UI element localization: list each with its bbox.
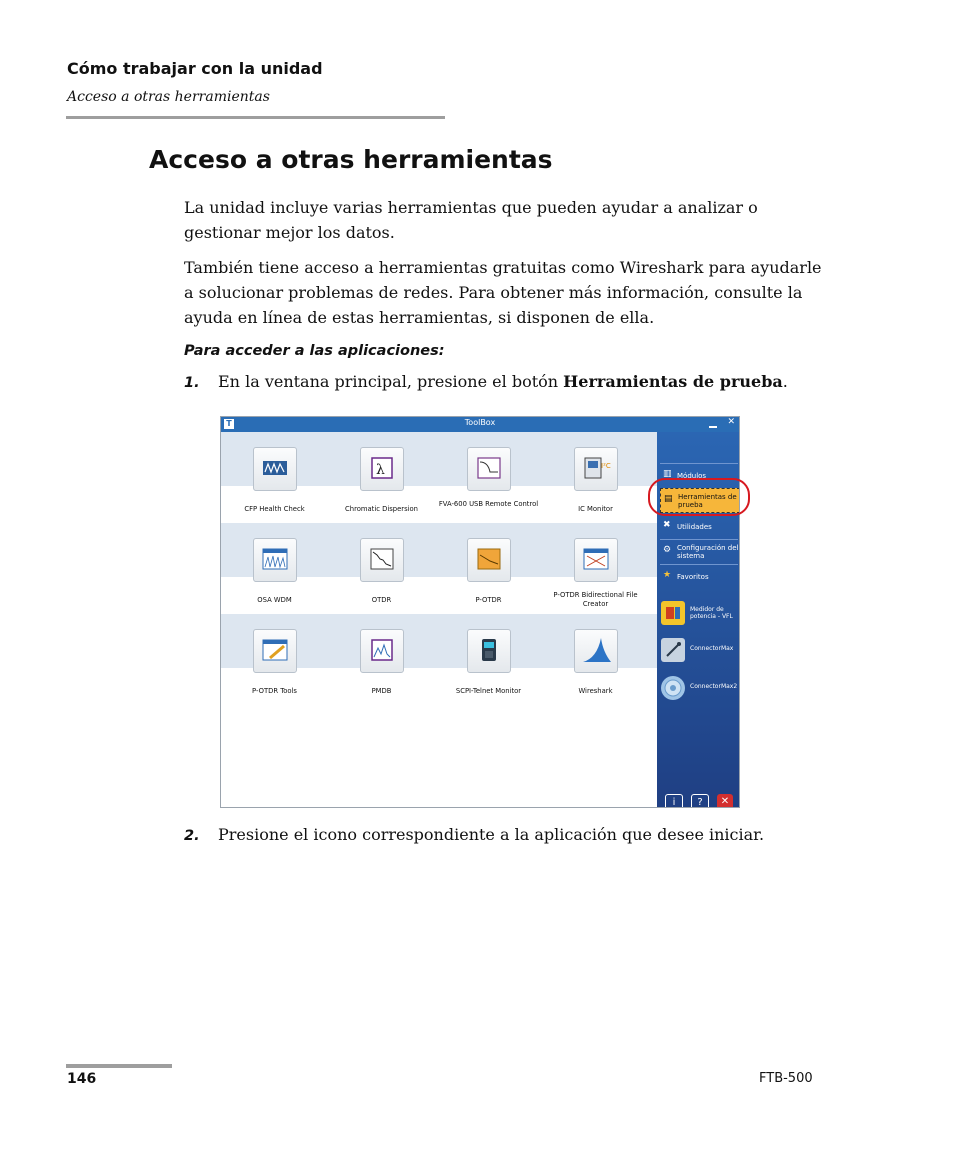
utilities-icon: ✖: [663, 520, 671, 530]
section-subtitle: Acceso a otras herramientas: [67, 89, 270, 105]
connectormax-icon: [661, 638, 685, 662]
window-title: ToolBox: [464, 418, 496, 427]
pmdb-icon: [360, 629, 404, 673]
sidebar-item-label: Favoritos: [677, 573, 709, 581]
cfp-icon: [253, 447, 297, 491]
info-icon[interactable]: i: [665, 794, 683, 808]
tile-label: OTDR: [371, 596, 392, 604]
lambda-icon: [360, 447, 404, 491]
modules-icon: ▥: [663, 469, 672, 479]
tile-label: SCPI-Telnet Monitor: [455, 687, 522, 695]
step-text: Presione el icono correspondiente a la aplicación que desee iniciar.: [218, 825, 765, 844]
window-titlebar: [221, 417, 739, 432]
tile-label: OSA WDM: [257, 596, 292, 604]
app-connectormax2[interactable]: [660, 673, 738, 705]
star-icon: ★: [663, 570, 672, 580]
wireshark-paragraph: También tiene acceso a herramientas gratuitas como Wireshark para ayudarle a solucionar problemas de redes. Para obtener más información, consulte la ayuda en línea de estas herramientas, si disponen de ella.: [184, 258, 822, 327]
page-number: 146: [67, 1071, 97, 1087]
sidebar-item-label: Utilidades: [677, 523, 712, 531]
page-title: Acceso a otras herramientas: [149, 145, 553, 174]
exit-icon[interactable]: ✕: [717, 794, 733, 808]
highlight-circle: [648, 478, 750, 516]
step-1: [184, 372, 788, 391]
svg-text:I²C: I²C: [601, 462, 611, 470]
potdr-bidir-icon: [574, 538, 618, 582]
chapter-title: Cómo trabajar con la unidad: [67, 59, 323, 78]
toolbox-screenshot: [220, 416, 740, 808]
fva-icon: [467, 447, 511, 491]
product-name: FTB-500: [759, 1071, 813, 1086]
tile-label: FVA-600 USB Remote Control: [438, 500, 539, 508]
ic-monitor-icon: [574, 447, 618, 491]
sidebar-item-utilities[interactable]: [660, 514, 738, 539]
step-bold-term: Herramientas de prueba: [563, 372, 783, 391]
tile-label: P-OTDR Bidirectional File Creator: [553, 591, 638, 608]
tile-label: CFP Health Check: [244, 505, 305, 513]
power-meter-icon: [661, 601, 685, 625]
step-number: 1.: [184, 375, 200, 391]
tile-label: Wireshark: [578, 687, 613, 695]
sidebar-item-label: Herramientas de prueba: [678, 493, 737, 509]
step-2: [184, 825, 765, 844]
app-label: ConnectorMax: [690, 645, 734, 652]
app-label: ConnectorMax2: [690, 683, 738, 690]
wireshark-fin-icon: [574, 629, 618, 673]
header-rule: [66, 116, 445, 119]
tile-label: Chromatic Dispersion: [345, 505, 418, 513]
tile-label: P-OTDR Tools: [252, 687, 297, 695]
app-power-meter[interactable]: [660, 598, 738, 630]
sidebar-item-favorites[interactable]: [660, 564, 738, 589]
otdr-icon: [360, 538, 404, 582]
intro-paragraph: La unidad incluye varias herramientas que pueden ayudar a analizar o gestionar mejor los datos.: [184, 198, 758, 242]
step-number: 2.: [184, 828, 200, 844]
procedure-title: Para acceder a las aplicaciones:: [184, 343, 445, 359]
gear-icon: ⚙: [663, 545, 672, 555]
tile-label: PMDB: [371, 687, 392, 695]
sidebar-item-label: Módulos: [677, 472, 707, 480]
osa-icon: [253, 538, 297, 582]
minimize-icon[interactable]: [709, 426, 717, 428]
footer-rule: [66, 1064, 172, 1068]
app-connectormax[interactable]: [660, 635, 738, 667]
svg-text:λ: λ: [376, 462, 385, 478]
close-icon[interactable]: ✕: [727, 417, 735, 427]
tile-label: P-OTDR: [475, 596, 502, 604]
test-tools-icon: ▤: [664, 494, 673, 504]
app-logo-icon: T: [224, 419, 234, 429]
potdr-icon: [467, 538, 511, 582]
potdr-tools-icon: [253, 629, 297, 673]
sidebar-item-label: Configuración del sistema: [677, 544, 739, 560]
step-text-part: En la ventana principal, presione el botón: [218, 372, 564, 391]
app-label: Medidor de potencia - VFL: [690, 606, 733, 620]
step-text: [218, 372, 788, 391]
help-icon[interactable]: ?: [691, 794, 709, 808]
tile-label: IC Monitor: [578, 505, 613, 513]
scpi-icon: [467, 629, 511, 673]
sidebar-item-system-settings[interactable]: [660, 539, 738, 564]
connectormax2-icon: [661, 676, 685, 700]
step-text-part: .: [782, 372, 788, 391]
